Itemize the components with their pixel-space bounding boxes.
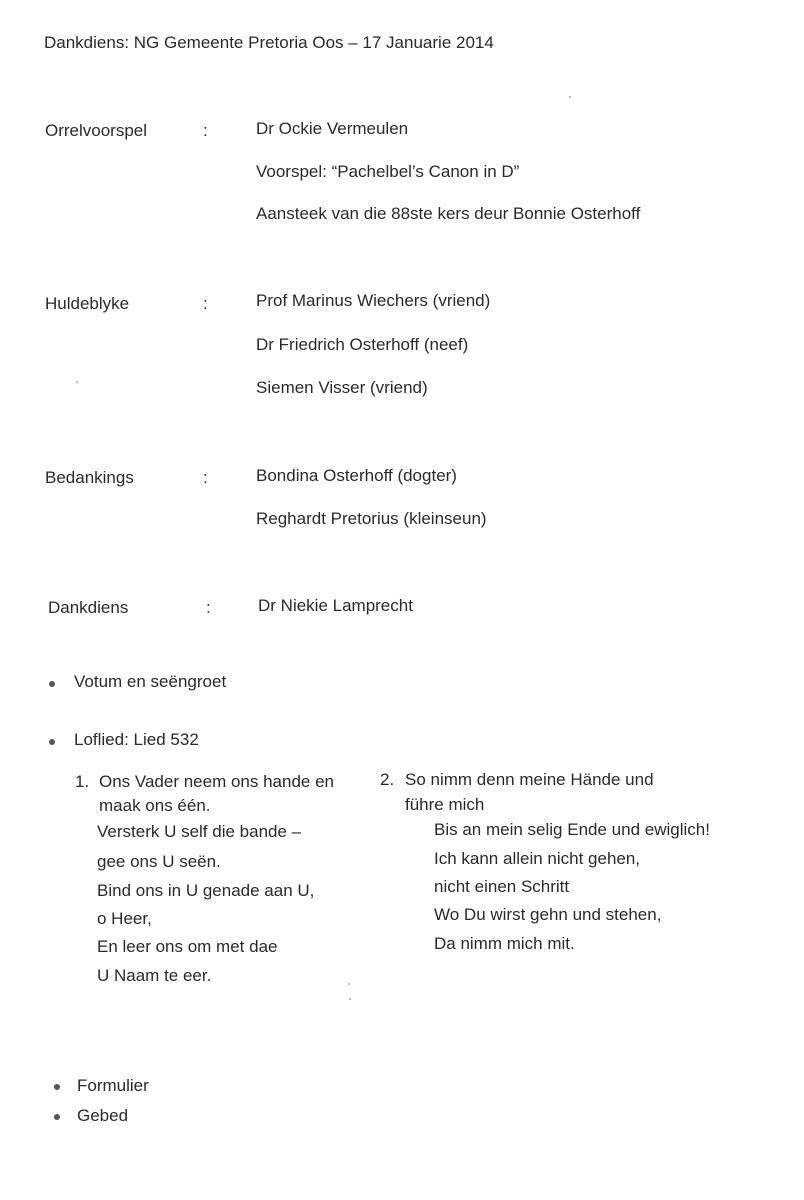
- section-entry: Prof Marinus Wiechers (vriend): [256, 291, 491, 310]
- section-label-huldeblyke: Huldeblyke: [45, 294, 130, 313]
- verse-number: 2.: [380, 770, 395, 789]
- verse-line: Wo Du wirst gehn und stehen,: [434, 905, 662, 924]
- bullet-icon: [49, 739, 55, 745]
- verse-line: So nimm denn meine Hände und: [405, 770, 654, 789]
- section-entry: Voorspel: “Pachelbel’s Canon in D”: [256, 162, 520, 181]
- scan-speck: [569, 96, 571, 98]
- verse-line: maak ons één.: [99, 796, 211, 815]
- scan-speck: [349, 998, 351, 1000]
- section-entry: Aansteek van die 88ste kers deur Bonnie Osterhoff: [256, 204, 641, 223]
- section-colon: :: [203, 121, 208, 140]
- bullet-icon: [49, 681, 55, 687]
- scan-speck: [348, 983, 350, 985]
- bullet-icon: [54, 1084, 60, 1090]
- section-label-bedankings: Bedankings: [45, 468, 134, 487]
- section-entry: Bondina Osterhoff (dogter): [256, 466, 457, 485]
- verse-line: o Heer,: [97, 909, 152, 928]
- section-entry: Siemen Visser (vriend): [256, 378, 428, 397]
- verse-line: Da nimm mich mit.: [434, 934, 575, 953]
- verse-line: En leer ons om met dae: [97, 937, 278, 956]
- verse-number: 1.: [75, 772, 90, 791]
- bullet-item: Votum en seëngroet: [74, 672, 227, 691]
- verse-line: Versterk U self die bande –: [97, 822, 302, 841]
- verse-line: Ons Vader neem ons hande en: [99, 772, 335, 791]
- verse-line: führe mich: [405, 795, 485, 814]
- section-entry: Dr Friedrich Osterhoff (neef): [256, 335, 469, 354]
- verse-line: nicht einen Schritt: [434, 877, 570, 896]
- bullet-item: Formulier: [77, 1076, 149, 1095]
- section-colon: :: [203, 468, 208, 487]
- bullet-item: Loflied: Lied 532: [74, 730, 199, 749]
- section-label-orrelvoorspel: Orrelvoorspel: [45, 121, 148, 140]
- verse-line: Bis an mein selig Ende und ewiglich!: [434, 820, 710, 839]
- verse-line: Ich kann allein nicht gehen,: [434, 849, 641, 868]
- bullet-icon: [54, 1114, 60, 1120]
- section-label-dankdiens: Dankdiens: [48, 598, 129, 617]
- verse-line: Bind ons in U genade aan U,: [97, 881, 315, 900]
- document-title: Dankdiens: NG Gemeente Pretoria Oos – 17 Januarie 2014: [44, 33, 494, 52]
- section-colon: :: [203, 294, 208, 313]
- bullet-item: Gebed: [77, 1106, 129, 1125]
- section-entry: Reghardt Pretorius (kleinseun): [256, 509, 487, 528]
- section-entry: Dr Niekie Lamprecht: [258, 596, 413, 615]
- verse-line: gee ons U seën.: [97, 852, 221, 871]
- section-entry: Dr Ockie Vermeulen: [256, 119, 409, 138]
- verse-line: U Naam te eer.: [97, 966, 212, 985]
- section-colon: :: [206, 598, 211, 617]
- scan-speck: [76, 381, 78, 383]
